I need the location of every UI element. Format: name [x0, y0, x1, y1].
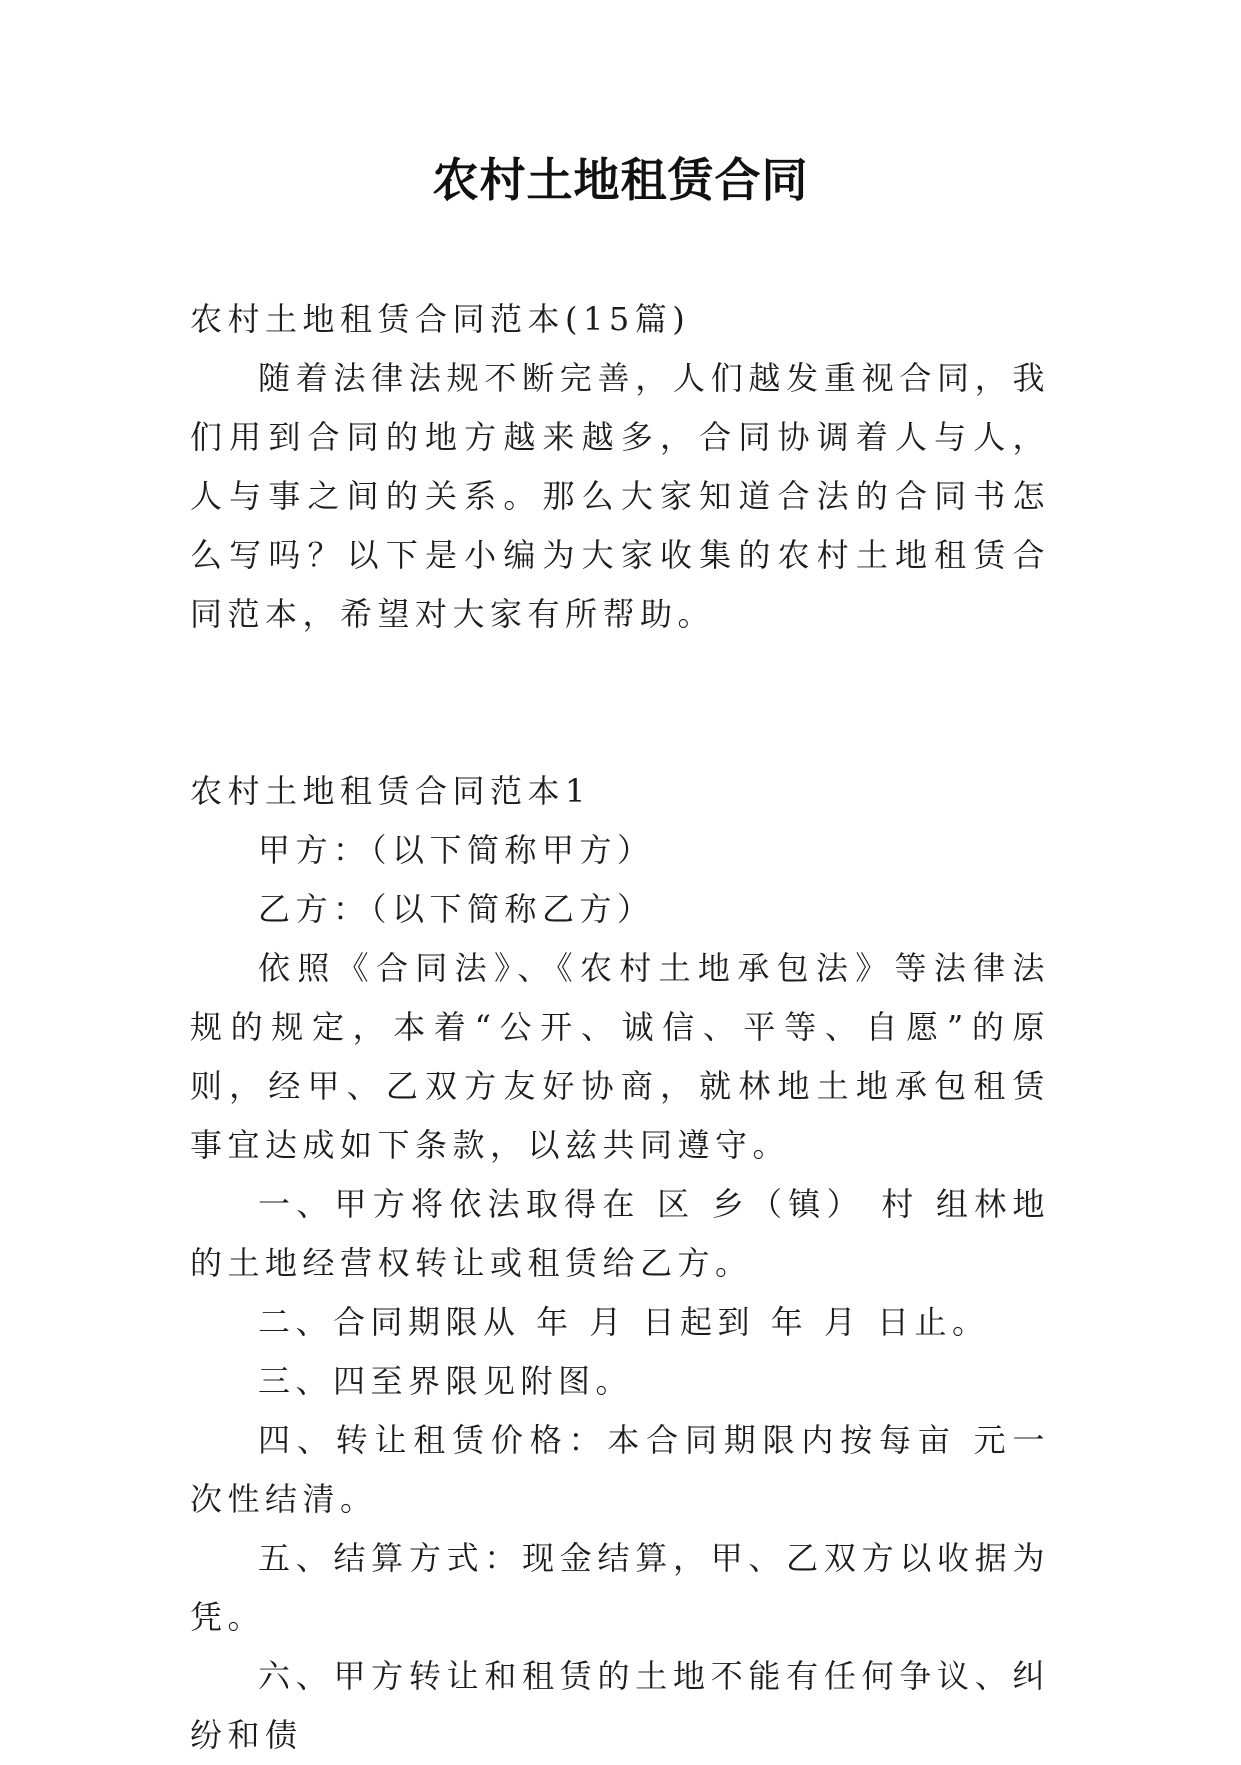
party-b-line: 乙方：（以下简称乙方） — [258, 890, 655, 928]
clause-6: 六、甲方转让和租赁的土地不能有任何争议、纠纷和债 — [190, 1657, 1050, 1754]
basis-paragraph: 依照《合同法》、《农村土地承包法》等法律法规的规定，本着“公开、诚信、平等、自愿”的原则，经甲、乙双方友好协商，就林地土地承包租赁事宜达成如下条款，以兹共同遵守。 — [190, 949, 1050, 1164]
clause-4: 四、转让租赁价格：本合同期限内按每亩 元一次性结清。 — [190, 1421, 1050, 1518]
section-spacer — [190, 644, 1050, 762]
party-a-line: 甲方：（以下简称甲方） — [258, 831, 655, 869]
clause-5: 五、结算方式：现金结算，甲、乙双方以收据为凭。 — [190, 1539, 1050, 1636]
document-title: 农村土地租赁合同 — [432, 153, 809, 207]
sample-heading: 农村土地租赁合同范本1 — [190, 772, 591, 810]
intro-heading: 农村土地租赁合同范本(15篇) — [190, 300, 691, 338]
clause-2: 二、合同期限从 年 月 日起到 年 月 日止。 — [258, 1303, 990, 1341]
clause-3: 三、四至界限见附图。 — [258, 1362, 634, 1400]
intro-paragraph: 随着法律法规不断完善，人们越发重视合同，我们用到合同的地方越来越多，合同协调着人与人，人与事之间的关系。那么大家知道合法的合同书怎么写吗？以下是小编为大家收集的农村土地租赁合同范本，希望对大家有所帮助。 — [190, 359, 1050, 633]
document-body — [190, 290, 1050, 1765]
clause-1: 一、甲方将依法取得在 区 乡（镇） 村 组林地的土地经营权转让或租赁给乙方。 — [190, 1185, 1050, 1282]
